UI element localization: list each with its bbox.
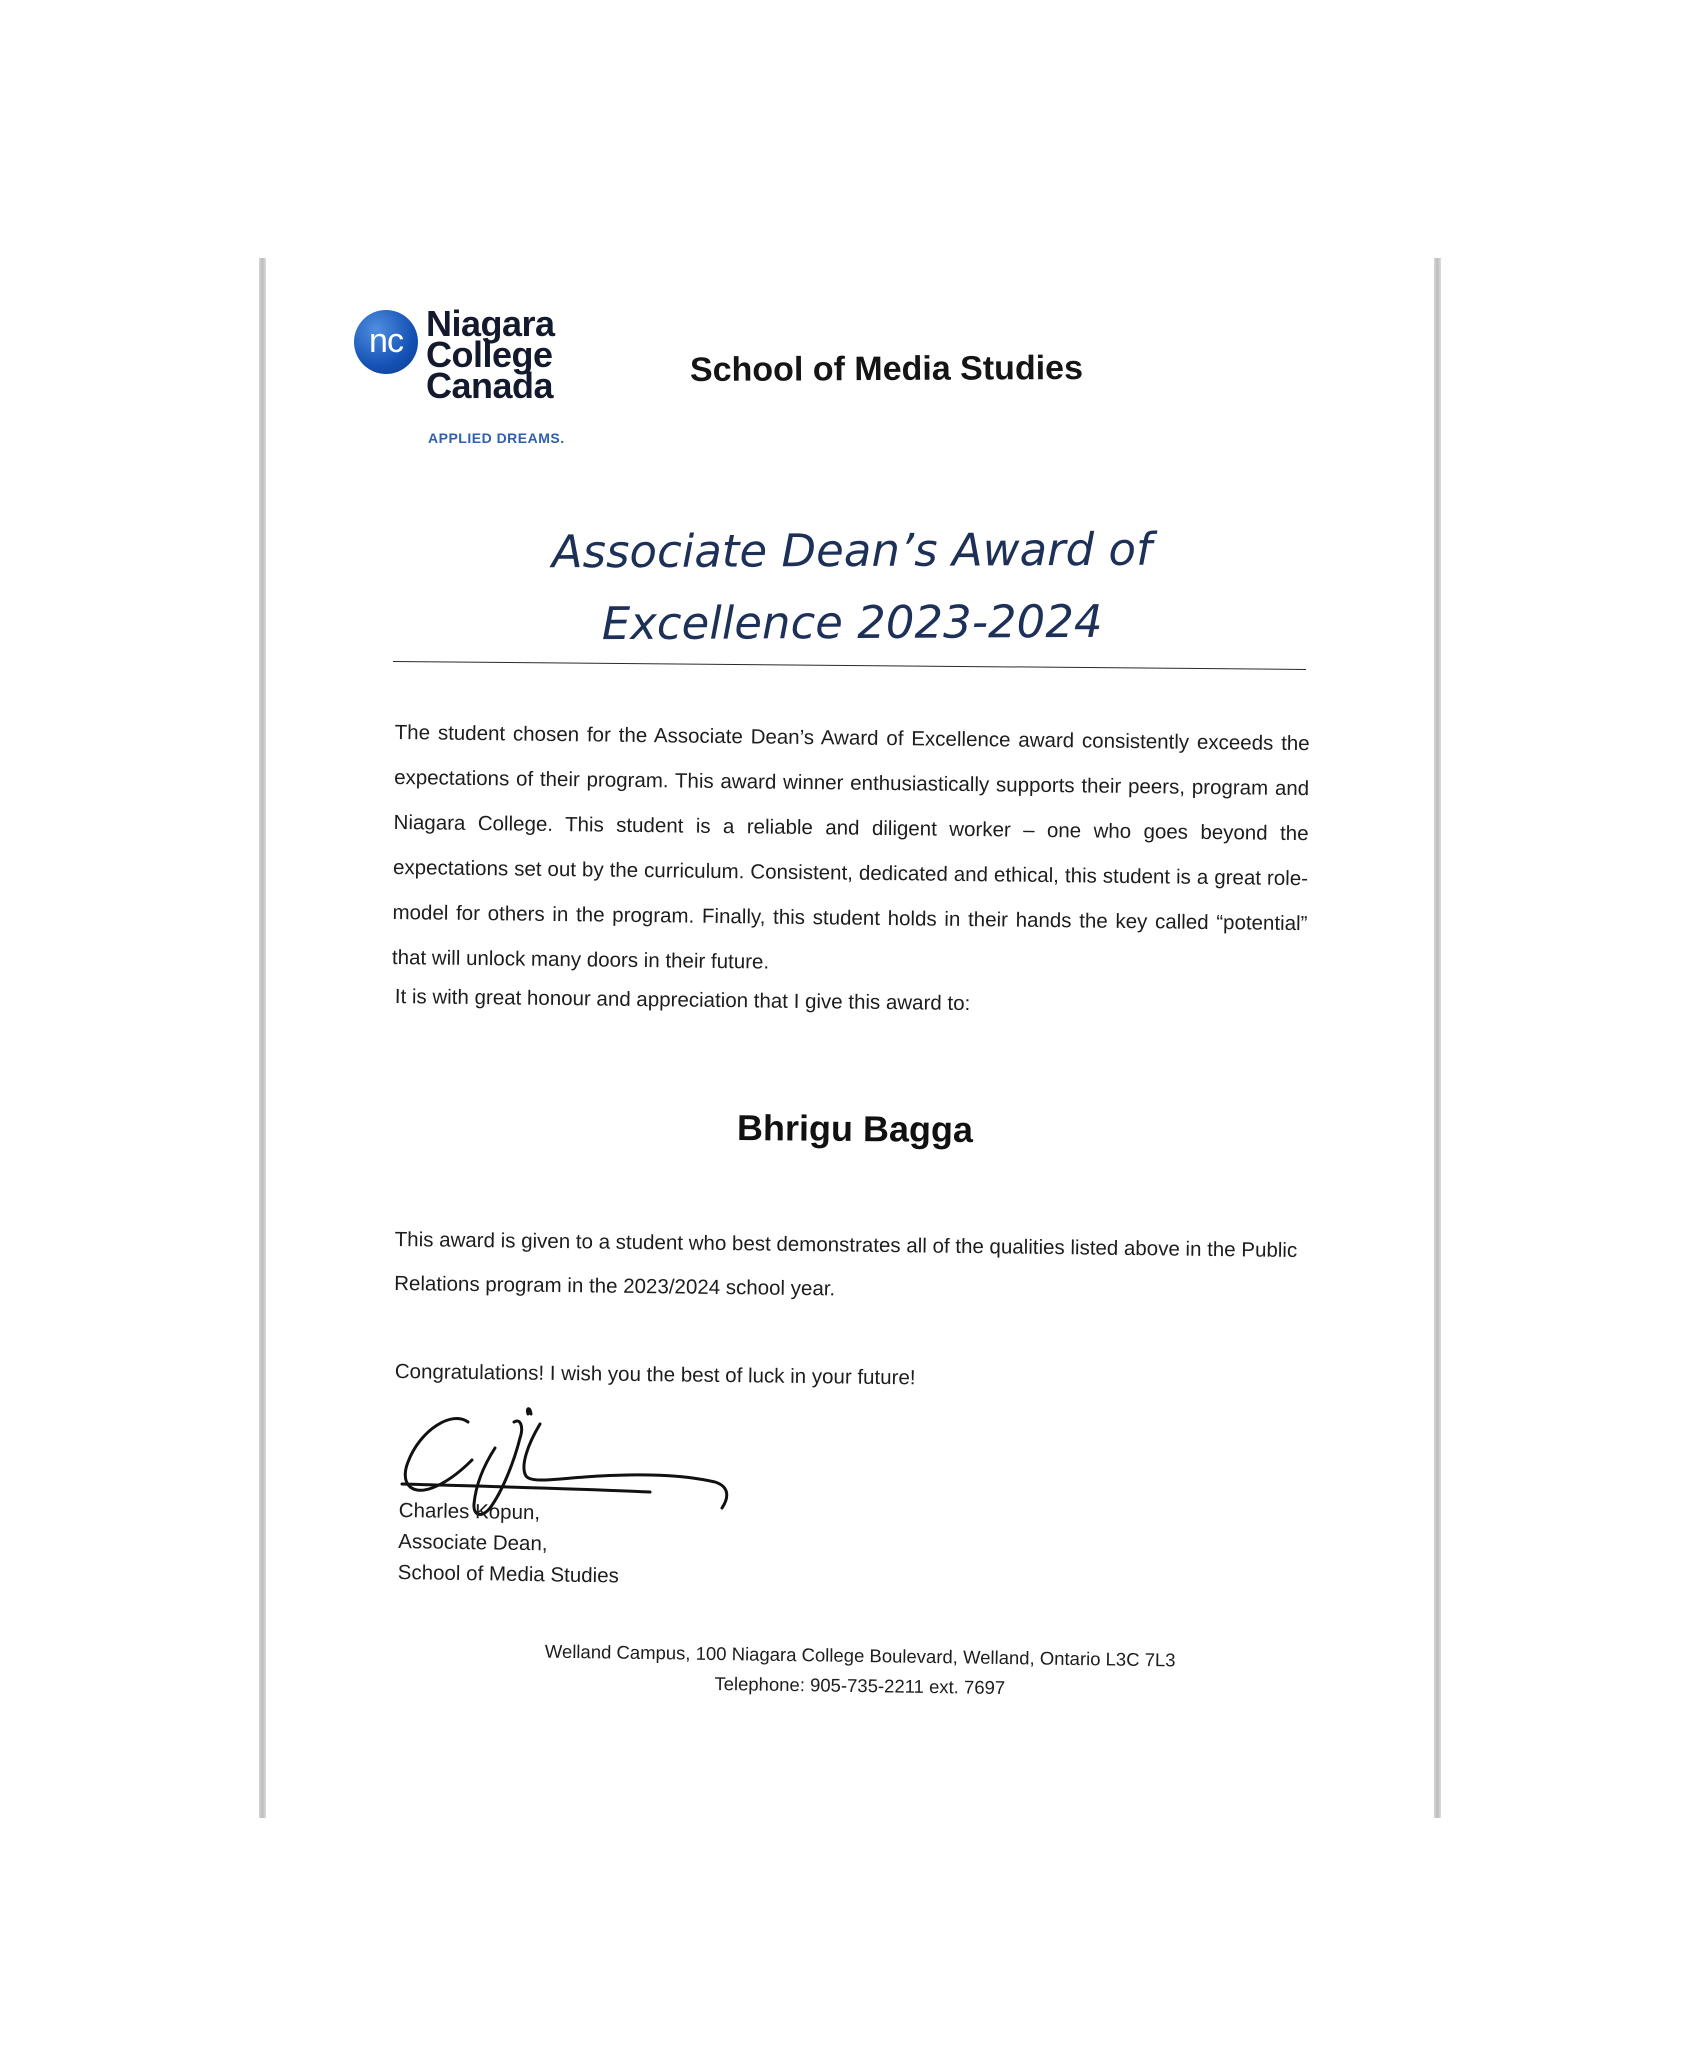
presentation-line: It is with great honour and appreciation that I give this award to: xyxy=(394,984,971,1016)
logo-line-1: Niagara xyxy=(426,303,555,344)
footer-telephone: Telephone: 905-735-2211 ext. 7697 xyxy=(714,1672,1006,1699)
award-criteria-paragraph: This award is given to a student who best demonstrates all of the qualities listed above in the Public Relations program in the 2023/2024 school year. xyxy=(394,1227,1298,1301)
signatory-block xyxy=(398,1495,621,1591)
footer-contact xyxy=(470,1636,1251,1707)
page-left-edge xyxy=(259,258,266,1818)
logo-tagline: APPLIED DREAMS. xyxy=(428,430,565,446)
page-right-edge xyxy=(1434,258,1441,1818)
award-title-line-2: Excellence 2023-2024 xyxy=(601,594,1103,651)
college-logo xyxy=(354,303,584,458)
signatory-department: School of Media Studies xyxy=(397,1560,620,1588)
congratulations-line: Congratulations! I wish you the best of luck in your future! xyxy=(394,1359,916,1390)
logo-wordmark xyxy=(426,303,555,406)
recipient-name: Bhrigu Bagga xyxy=(736,1106,974,1151)
school-header: School of Media Studies xyxy=(689,348,1084,390)
award-title xyxy=(392,513,1313,661)
signatory-name: Charles Kopun, xyxy=(398,1498,541,1525)
award-title-line-1: Associate Dean’s Award of xyxy=(551,522,1152,579)
logo-line-3: Canada xyxy=(426,365,554,406)
logo-line-2: College xyxy=(426,334,553,375)
signatory-title: Associate Dean, xyxy=(398,1529,548,1556)
title-divider xyxy=(393,661,1306,670)
award-description-paragraph: The student chosen for the Associate Dean’s Award of Excellence award consistently exceeds the expectations of their program. This award winner enthusiastically supports their peers, program and Niagara College. This student is a reliable and diligent worker – one who goes beyond the expectations set out by the curriculum. Consistent, dedicated and ethical, this student is a great role-model for others in the program. Finally, this student holds in their hands the key called “potential” that will unlock many doors in their future. xyxy=(391,720,1310,974)
logo-monogram-badge: nc xyxy=(354,310,418,374)
footer-address: Welland Campus, 100 Niagara College Boulevard, Welland, Ontario L3C 7L3 xyxy=(544,1640,1176,1671)
